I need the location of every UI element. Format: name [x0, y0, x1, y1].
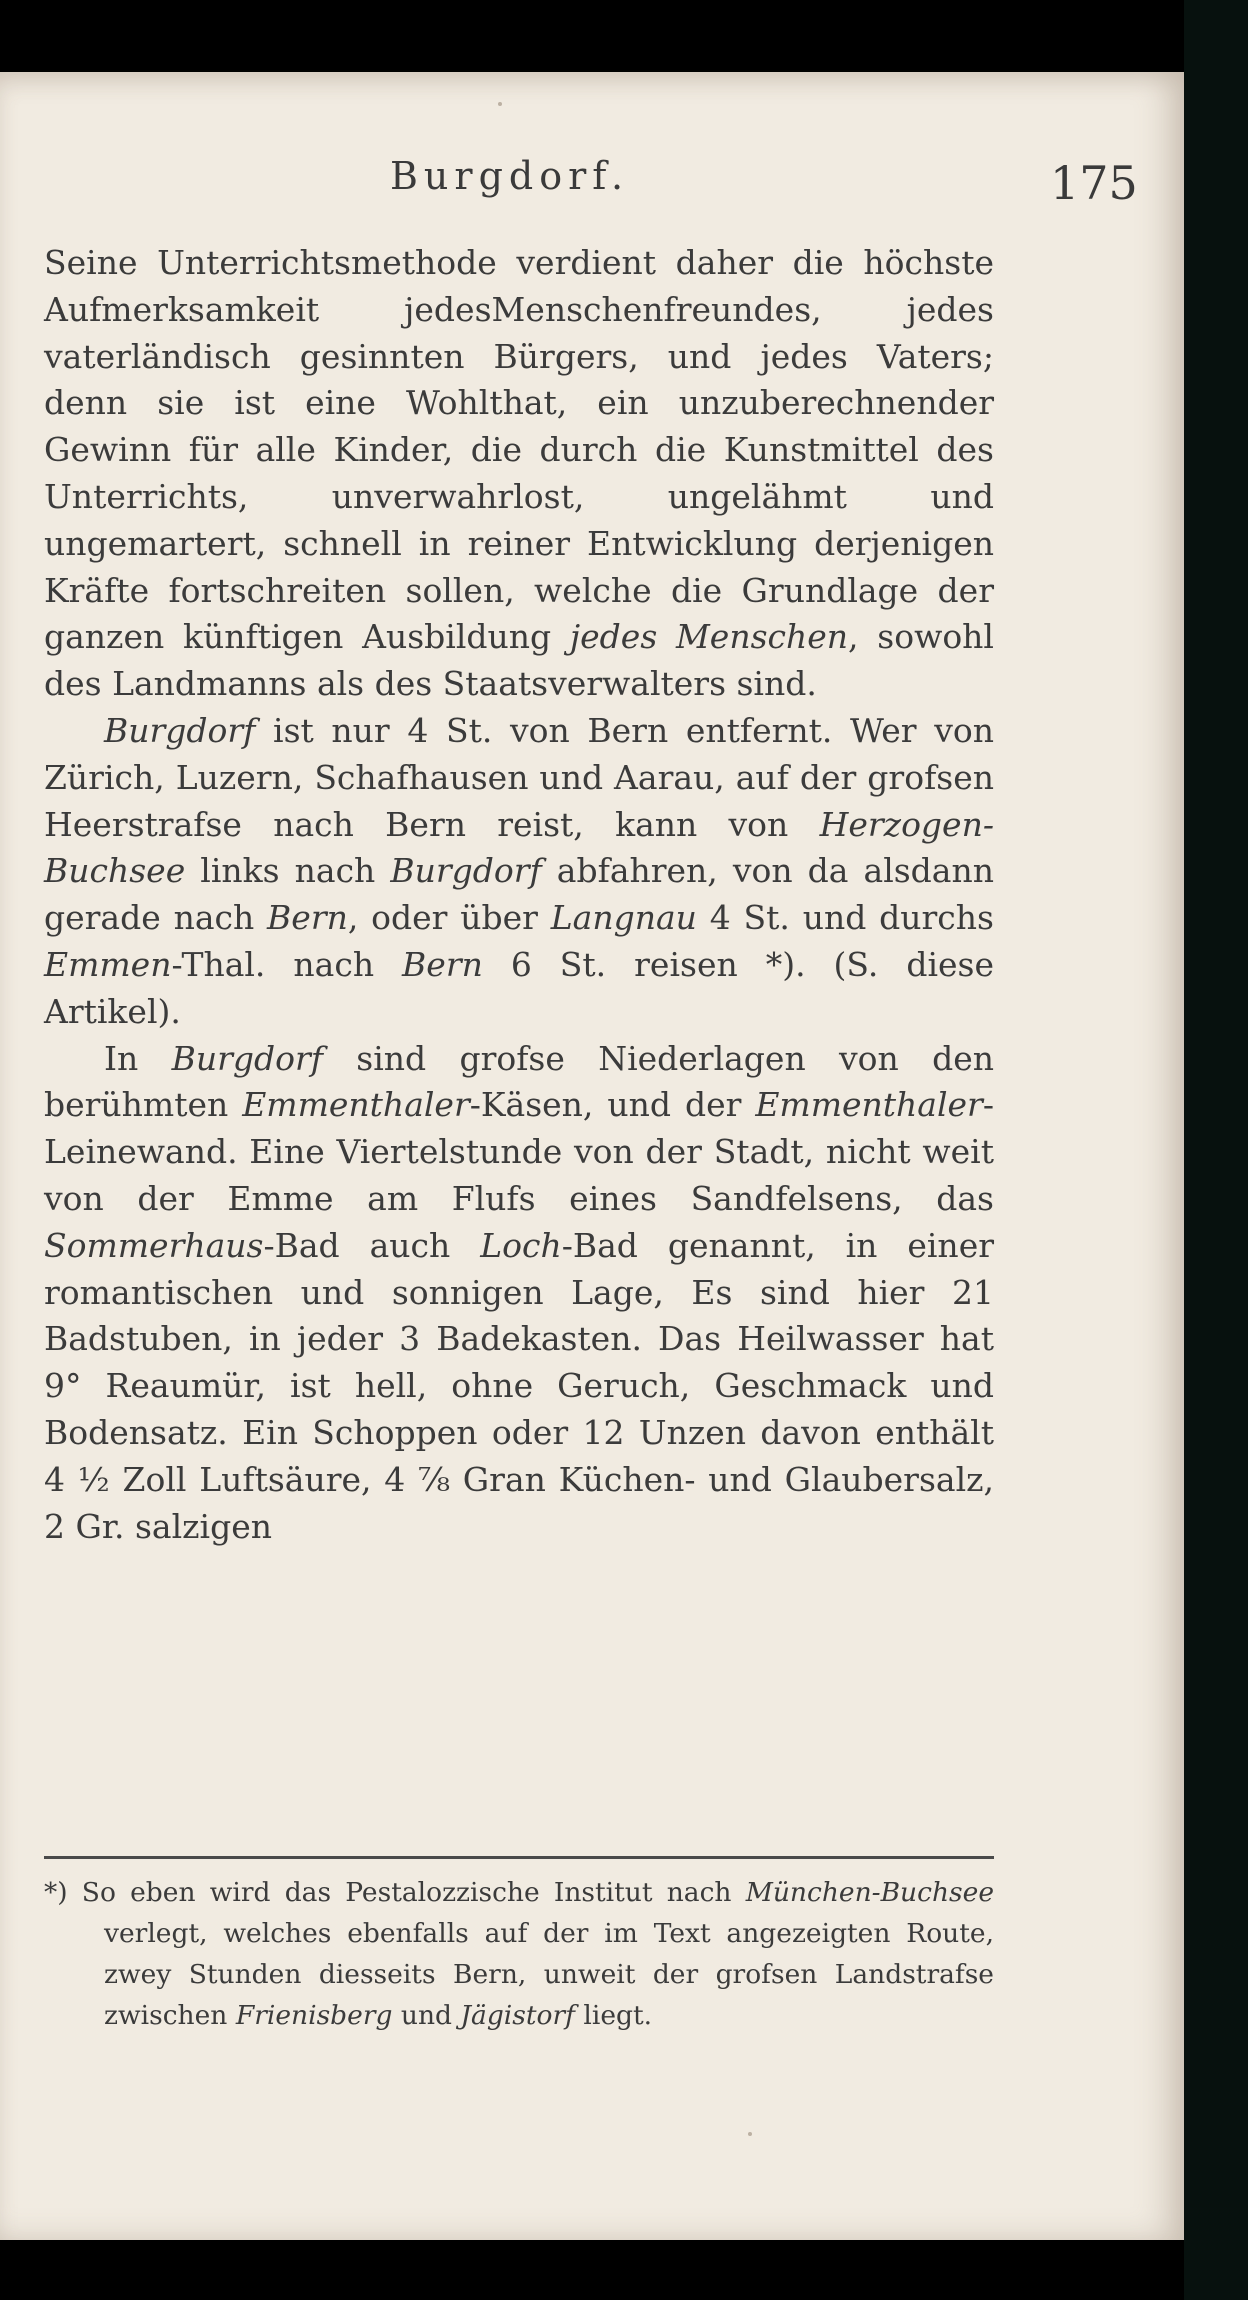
body-text [44, 240, 994, 1550]
speck [748, 2132, 752, 2136]
text-run: Seine Unterrichtsmethode verdient daher die höchste Aufmerksamkeit jedesMenschenfreundes, jedes vaterländisch gesinnten Bürgers, und jedes Vaters; denn sie ist eine Wohlthat, ein unzuberechnender Gewinn für alle Kinder, die durch die Kunstmittel des Unterrichts, unverwahrlost, ungelähmt und ungemartert, schnell in reiner Entwicklung derjenigen Kräfte fortschreiten sollen, welche die Grundlage der ganzen künftigen Ausbildung [44, 243, 994, 657]
text-run: 6 St. reisen *). (S. diese Artikel). [44, 944, 994, 1031]
paragraph-1 [44, 240, 994, 708]
italic-run: Loch [480, 1225, 562, 1265]
text-run: -Leinewand. Eine Viertelstunde von der Stadt, nicht weit von der Emme am Flufs eines Sandfelsens, das [44, 1085, 994, 1218]
footnote-divider [44, 1856, 994, 1859]
text-run: links nach [185, 851, 391, 891]
italic-run: Emmen [44, 944, 172, 984]
text-run: abfahren, von da alsdann gerade nach [44, 851, 994, 938]
italic-run: Sommerhaus [44, 1225, 264, 1265]
text-run: und [392, 2000, 461, 2031]
text-run: *) So eben wird das Pestalozzische Institut nach [44, 1877, 746, 1908]
running-head: Burgdorf. [390, 154, 630, 198]
italic-run: Bern [402, 944, 483, 984]
italic-run: Burgdorf [104, 710, 256, 750]
footnote-text [44, 1872, 994, 2036]
speck [498, 102, 502, 106]
text-run: , oder über [347, 898, 551, 938]
text-run: In [104, 1038, 172, 1078]
text-run: liegt. [574, 2000, 653, 2031]
italic-run: Frienisberg [235, 2000, 393, 2031]
italic-run: Burgdorf [171, 1038, 323, 1078]
italic-run: Jägistorf [460, 2000, 575, 2031]
text-run: -Thal. nach [171, 944, 403, 984]
text-run: -Käsen, und der [469, 1085, 756, 1125]
italic-run: München-Buchsee [745, 1877, 994, 1908]
italic-run: Burgdorf [390, 851, 542, 891]
text-run: ist nur 4 St. von Bern entfernt. Wer von Zürich, Luzern, Schafhausen und Aarau, auf der grofsen Heerstrafse nach Bern reist, kann von [44, 710, 994, 844]
paragraph-2 [44, 708, 994, 1036]
text-run: verlegt, welches ebenfalls auf der im Text angezeigten Route, zwey Stunden diesseits Bern, unweit der grofsen Landstrafse zwischen [104, 1918, 994, 2031]
italic-run: jedes Menschen [569, 617, 849, 657]
scan-edge [1184, 0, 1248, 2300]
text-run: -Bad auch [263, 1225, 481, 1265]
text-run: 4 St. und durchs [696, 898, 994, 938]
page-number: 175 [1050, 156, 1138, 210]
paragraph-3 [44, 1036, 994, 1551]
text-run: , sowohl des Landmanns als des Staatsverwalters sind. [44, 617, 994, 704]
italic-run: Bern [267, 898, 348, 938]
italic-run: Emmenthaler [242, 1085, 470, 1125]
italic-run: Langnau [550, 898, 697, 938]
text-run: -Bad genannt, in einer romantischen und sonnigen Lage, Es sind hier 21 Badstuben, in jeder 3 Badekasten. Das Heilwasser hat 9° Reaumür, ist hell, ohne Geruch, Geschmack und Bodensatz. Ein Schoppen oder 12 Unzen davon enthält 4 ½ Zoll Luftsäure, 4 ⅞ Gran Küchen- und Glaubersalz, 2 Gr. salzigen [44, 1225, 994, 1546]
book-page [0, 72, 1184, 2240]
footnote [44, 1872, 994, 2036]
italic-run: Herzogen-Buchsee [44, 804, 994, 891]
text-run: sind grofse Niederlagen von den berühmten [44, 1038, 994, 1125]
italic-run: Emmenthaler [755, 1085, 983, 1125]
